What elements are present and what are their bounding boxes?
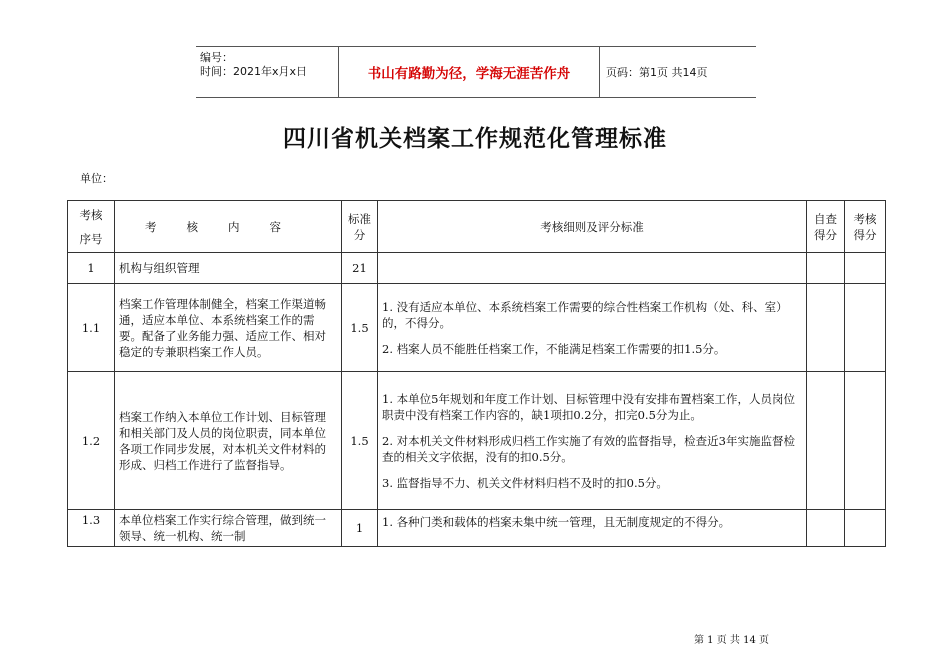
row-self-score xyxy=(807,253,845,284)
row-review-score xyxy=(845,284,886,372)
criteria-item: 1. 没有适应本单位、本系统档案工作需要的综合性档案工作机构（处、科、室）的，不得分。 xyxy=(382,299,788,330)
header-standard-score: 标准分 xyxy=(342,201,378,253)
time-label: 时间：2021年x月x日 xyxy=(200,65,308,78)
row-review-score xyxy=(845,510,886,547)
number-label: 编号： xyxy=(200,51,233,64)
row-content: 本单位档案工作实行综合管理，做到统一领导、统一机构、统一制 xyxy=(115,510,342,547)
header-seq-line1: 考核 xyxy=(79,207,103,222)
criteria-item: 2. 档案人员不能胜任档案工作，不能满足档案工作需要的扣1.5分。 xyxy=(382,341,726,356)
header-seq xyxy=(68,201,115,253)
row-criteria xyxy=(378,284,807,372)
row-self-score xyxy=(807,284,845,372)
document-title: 四川省机关档案工作规范化管理标准 xyxy=(283,125,667,152)
table-row xyxy=(68,284,886,372)
motto: 书山有路勤为径，学海无涯苦作舟 xyxy=(339,47,600,97)
row-content: 档案工作纳入本单位工作计划、目标管理和相关部门及人员的岗位职责，同本单位各项工作同步发展，对本机关文件材料的形成、归档工作进行了监督指导。 xyxy=(115,372,342,510)
table-row xyxy=(68,253,886,284)
criteria-item: 1. 各种门类和载体的档案未集中统一管理，且无制度规定的不得分。 xyxy=(382,515,731,529)
header-self-score: 自查得分 xyxy=(807,201,845,253)
row-content: 机构与组织管理 xyxy=(115,253,342,284)
table-row xyxy=(68,372,886,510)
header-content: 考核内容 xyxy=(115,201,342,253)
assessment-table xyxy=(67,200,886,547)
row-seq: 1 xyxy=(68,253,115,284)
row-score: 21 xyxy=(342,253,378,284)
page-label: 页码：第1页 共14页 xyxy=(606,66,708,79)
row-self-score xyxy=(807,510,845,547)
header-criteria: 考核细则及评分标准 xyxy=(378,201,807,253)
page-header xyxy=(196,46,756,98)
row-score: 1 xyxy=(342,510,378,547)
row-content: 档案工作管理体制健全，档案工作渠道畅通，适应本单位、本系统档案工作的需要。配备了业务能力强、适应工作、相对稳定的专兼职档案工作人员。 xyxy=(115,284,342,372)
page-footer: 第 1 页 共 14 页 xyxy=(694,635,769,646)
row-review-score xyxy=(845,372,886,510)
row-criteria xyxy=(378,253,807,284)
criteria-item: 3. 监督指导不力、机关文件材料归档不及时的扣0.5分。 xyxy=(382,475,668,490)
row-seq: 1.1 xyxy=(68,284,115,372)
header-review-score: 考核得分 xyxy=(845,201,886,253)
criteria-item: 1. 本单位5年规划和年度工作计划、目标管理中没有安排布置档案工作，人员岗位职责中没有档案工作内容的，缺1项扣0.2分，扣完0.5分为止。 xyxy=(382,391,795,422)
row-seq: 1.3 xyxy=(68,510,115,547)
table-row xyxy=(68,510,886,547)
row-criteria xyxy=(378,510,807,547)
row-review-score xyxy=(845,253,886,284)
header-meta xyxy=(196,47,339,97)
header-seq-line2: 序号 xyxy=(79,231,103,246)
row-score: 1.5 xyxy=(342,372,378,510)
row-score: 1.5 xyxy=(342,284,378,372)
row-self-score xyxy=(807,372,845,510)
unit-label: 单位： xyxy=(80,172,113,185)
table-header-row xyxy=(68,201,886,253)
row-seq: 1.2 xyxy=(68,372,115,510)
criteria-item: 2. 对本机关文件材料形成归档工作实施了有效的监督指导，检查近3年实施监督检查的相关文字依据，没有的扣0.5分。 xyxy=(382,433,795,464)
row-criteria xyxy=(378,372,807,510)
